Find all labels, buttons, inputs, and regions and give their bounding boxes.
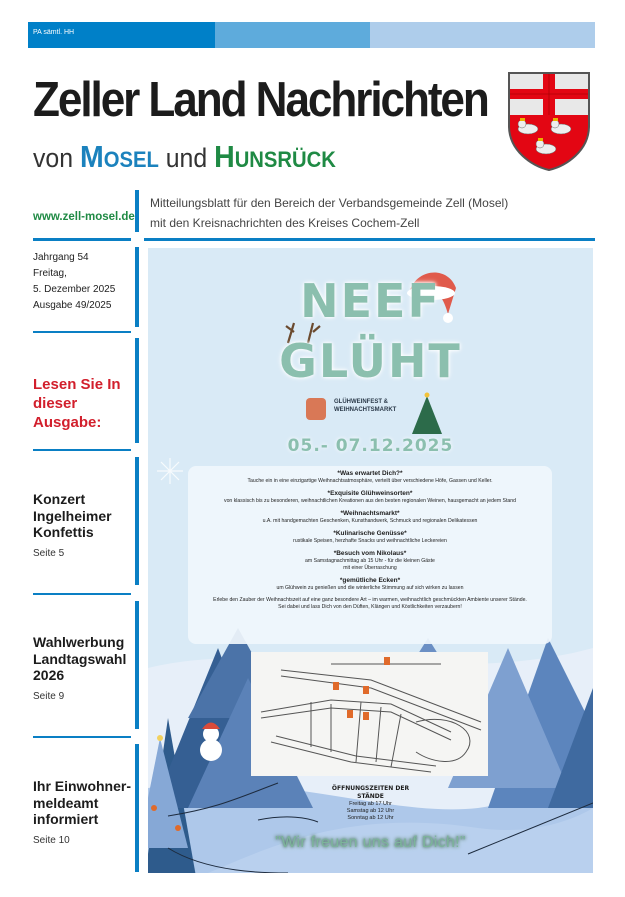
poster-slogan: "Wir freuen uns auf Dich!" (275, 834, 466, 851)
teaser-title-line: Ihr Einwohner- (33, 778, 131, 794)
contents-heading (33, 375, 131, 432)
description-line-1: Mitteilungsblatt für den Bereich der Verbandsgemeinde Zell (Mosel) (150, 196, 509, 210)
info-text: u.A. mit handgemachten Geschenken, Kunsthandwerk, Schmuck und regionalen Delikatessen (262, 518, 478, 524)
top-color-bar (28, 22, 595, 48)
event-poster (148, 248, 593, 873)
color-bar-segment (370, 22, 595, 48)
poster-subtitle-line: WEIHNACHTSMARKT (334, 407, 397, 413)
contents-heading-line: dieser (33, 395, 78, 412)
info-heading: *Kulinarische Genüsse* (333, 530, 407, 537)
issue-date: 5. Dezember 2025 (33, 284, 116, 295)
teaser-title-line: Ingelheimer (33, 507, 112, 524)
teaser-page: Seite 10 (33, 834, 70, 846)
subtitle-hunsrueck: Hunsrück (214, 139, 336, 174)
divider-vertical (135, 247, 139, 327)
opening-hours-heading: STÄNDE (357, 793, 384, 800)
contents-heading-line: Lesen Sie In (33, 376, 121, 393)
info-block (188, 530, 552, 545)
closing-text: Sei dabei und lass Dich von den Düften, Klängen und Köstlichkeiten verzaubern! (278, 604, 462, 610)
divider-horizontal (33, 736, 131, 738)
street-map-illustration (251, 652, 488, 776)
divider-horizontal (33, 238, 131, 241)
closing-text: Erlebe den Zauber der Weihnachtszeit auf eine ganz besondere Art – im warmen, weihnachtlich geschmückten Ambiente unserer Stände. (213, 597, 527, 603)
opening-hours (148, 785, 593, 822)
info-block (188, 490, 552, 505)
opening-hours-line: Samstag ab 12 Uhr (346, 808, 395, 814)
divider-vertical (135, 744, 139, 872)
publication-description (150, 193, 508, 233)
coat-of-arms-icon (506, 71, 592, 172)
contents-item[interactable] (33, 491, 131, 562)
subtitle-und: und (158, 143, 215, 173)
info-text: von klassisch bis zu besonderen, weihnachtlichen Kreationen aus den besten regionalen Weinen, hausgemacht an jedem Stand (223, 498, 517, 504)
issue-volume: Jahrgang 54 (33, 252, 89, 263)
subtitle-von: von (33, 143, 80, 173)
newspaper-subtitle (33, 139, 336, 175)
teaser-title-line: Landtagswahl (33, 650, 127, 667)
issue-weekday: Freitag, (33, 268, 67, 279)
info-text: Tauche ein in eine einzigartige Weihnachtsatmosphäre, verteilt über verschiedene Höfe, Gassen und Keller. (247, 478, 493, 484)
opening-hours-heading: ÖFFNUNGSZEITEN DER (331, 785, 410, 792)
info-heading: *Weihnachtsmarkt* (340, 510, 400, 517)
info-text: am Samstagnachmittag ab 15 Uhr - für die kleinen Gäste (305, 558, 435, 564)
info-heading: *Exquisite Glühweinsorten* (327, 490, 413, 497)
info-text: um Glühwein zu genießen und die winterliche Stimmung auf sich wirken zu lassen (276, 585, 464, 591)
divider-vertical (135, 457, 139, 585)
teaser-page: Seite 5 (33, 547, 65, 559)
info-heading: *Besuch vom Nikolaus* (333, 550, 407, 557)
poster-subtitle (334, 398, 396, 414)
divider-horizontal (33, 449, 131, 451)
info-block (188, 510, 552, 525)
info-heading: *Was erwartet Dich?* (337, 470, 403, 477)
location-map (251, 652, 488, 776)
info-heading: *gemütliche Ecken* (339, 577, 401, 584)
divider-horizontal (144, 238, 595, 241)
teaser-title-line: Konzert (33, 491, 86, 507)
issue-info (33, 250, 131, 314)
subtitle-mosel: Mosel (79, 139, 159, 174)
poster-title-line-1: NEEF (300, 274, 441, 328)
info-text: rustikale Speisen, herzhafte Snacks und weihnachtliche Leckereien (293, 538, 447, 544)
divider-vertical (135, 601, 139, 729)
description-line-2: mit den Kreisnachrichten des Kreises Cochem-Zell (150, 216, 420, 230)
divider-vertical (135, 190, 139, 232)
teaser-title-line: Wahlwerbung (33, 634, 125, 650)
teaser-title-line: Konfettis (33, 524, 94, 540)
poster-subtitle-line: GLÜHWEINFEST & (334, 399, 388, 405)
divider-horizontal (33, 593, 131, 595)
contents-item[interactable] (33, 634, 131, 705)
info-block (188, 470, 552, 485)
info-text: mit einer Überraschung (343, 565, 397, 571)
contents-item[interactable] (33, 778, 131, 849)
teaser-title-line: informiert (33, 811, 99, 827)
issue-number: Ausgabe 49/2025 (33, 300, 112, 311)
poster-title-line-2: GLÜHT (279, 334, 462, 388)
divider-vertical (135, 338, 139, 443)
info-block (188, 550, 552, 572)
contents-heading-line: Ausgabe: (33, 414, 102, 431)
divider-horizontal (33, 331, 131, 333)
event-dates: 05.- 07.12.2025 (287, 436, 454, 456)
teaser-title-line: 2026 (33, 667, 65, 683)
distribution-label: PA sämtl. HH (28, 22, 215, 48)
color-bar-segment (215, 22, 370, 48)
teaser-title-line: meldeamt (33, 794, 99, 811)
teaser-page: Seite 9 (33, 690, 65, 702)
opening-hours-line: Sonntag ab 12 Uhr (347, 815, 394, 821)
website-link[interactable]: www.zell-mosel.de (33, 211, 135, 223)
info-block (188, 577, 552, 592)
event-info-box (188, 466, 552, 644)
opening-hours-line: Freitag ab 17 Uhr (349, 801, 392, 807)
newspaper-title: Zeller Land Nachrichten (33, 73, 488, 127)
